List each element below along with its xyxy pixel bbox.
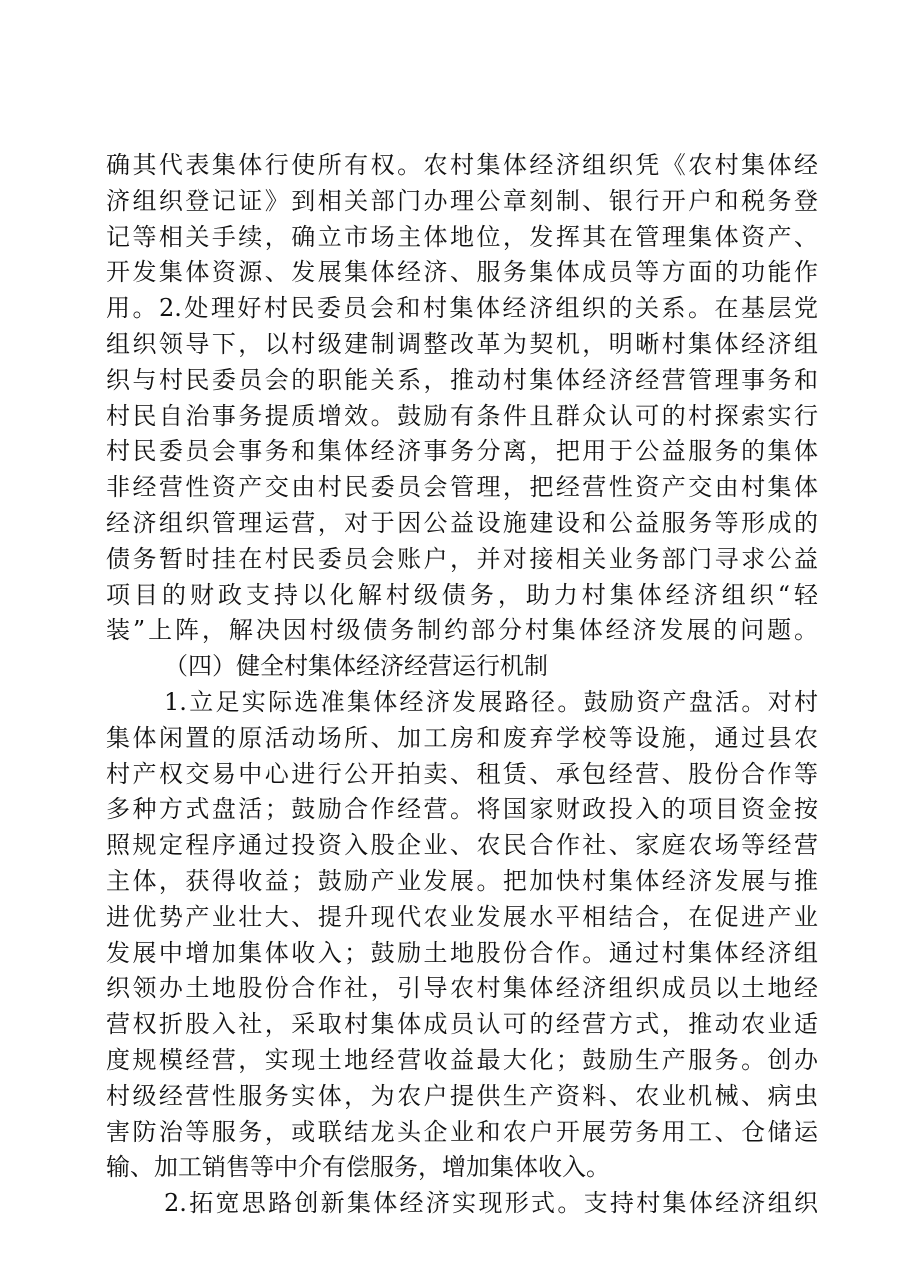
text-line: 村民委员会事务和集体经济事务分离，把用于公益服务的集体 [106, 437, 818, 466]
text-line: 村级经营性服务实体，为农户提供生产资料、农业机械、病虫 [106, 1081, 818, 1110]
text-line: 济组织登记证》到相关部门办理公章刻制、银行开户和税务登 [106, 186, 818, 215]
text-line: 村产权交易中心进行公开拍卖、租赁、承包经营、股份合作等 [106, 759, 818, 788]
text-line: 织与村民委员会的职能关系，推动村集体经济经营管理事务和 [106, 365, 818, 394]
paragraph-first-line: 2.拓宽思路创新集体经济实现形式。支持村集体经济组织 [164, 1189, 818, 1218]
text-line: 多种方式盘活；鼓励合作经营。将国家财政投入的项目资金按 [106, 795, 818, 824]
paragraph-last-line: 输、加工销售等中介有偿服务，增加集体收入。 [106, 1153, 610, 1182]
text-line: 装”上阵，解决因村级债务制约部分村集体经济发展的问题。 [106, 616, 818, 645]
text-line: 非经营性资产交由村民委员会管理，把经营性资产交由村集体 [106, 473, 818, 502]
text-line: 营权折股入社，采取村集体成员认可的经营方式，推动农业适 [106, 1010, 818, 1039]
text-line: 度规模经营，实现土地经营收益最大化；鼓励生产服务。创办 [106, 1045, 818, 1074]
text-line: 织领办土地股份合作社，引导农村集体经济组织成员以土地经 [106, 974, 818, 1003]
text-line: 记等相关手续，确立市场主体地位，发挥其在管理集体资产、 [106, 222, 818, 251]
text-line: 集体闲置的原活动场所、加工房和废弃学校等设施，通过县农 [106, 723, 818, 752]
text-line: 经济组织管理运营，对于因公益设施建设和公益服务等形成的 [106, 508, 818, 537]
text-line: 项目的财政支持以化解村级债务，助力村集体经济组织“轻 [106, 580, 818, 609]
text-line: 主体，获得收益；鼓励产业发展。把加快村集体经济发展与推 [106, 866, 818, 895]
text-line: 组织领导下，以村级建制调整改革为契机，明晰村集体经济组 [106, 329, 818, 358]
text-line: 照规定程序通过投资入股企业、农民合作社、家庭农场等经营 [106, 831, 818, 860]
text-line: 用。2.处理好村民委员会和村集体经济组织的关系。在基层党 [106, 294, 818, 323]
text-line: 确其代表集体行使所有权。农村集体经济组织凭《农村集体经 [106, 151, 818, 179]
text-line: 村民自治事务提质增效。鼓励有条件且群众认可的村探索实行 [106, 401, 818, 430]
text-line: 发展中增加集体收入；鼓励土地股份合作。通过村集体经济组 [106, 938, 818, 967]
text-line: 害防治等服务，或联结龙头企业和农户开展劳务用工、仓储运 [106, 1117, 818, 1146]
text-line: 债务暂时挂在村民委员会账户，并对接相关业务部门寻求公益 [106, 544, 818, 573]
section-heading: （四）健全村集体经济经营运行机制 [164, 652, 548, 681]
body-text [106, 148, 818, 1222]
paragraph-first-line: 1.立足实际选准集体经济发展路径。鼓励资产盘活。对村 [164, 687, 818, 716]
text-line: 进优势产业壮大、提升现代农业发展水平相结合，在促进产业 [106, 902, 818, 931]
text-line: 开发集体资源、发展集体经济、服务集体成员等方面的功能作 [106, 258, 818, 287]
